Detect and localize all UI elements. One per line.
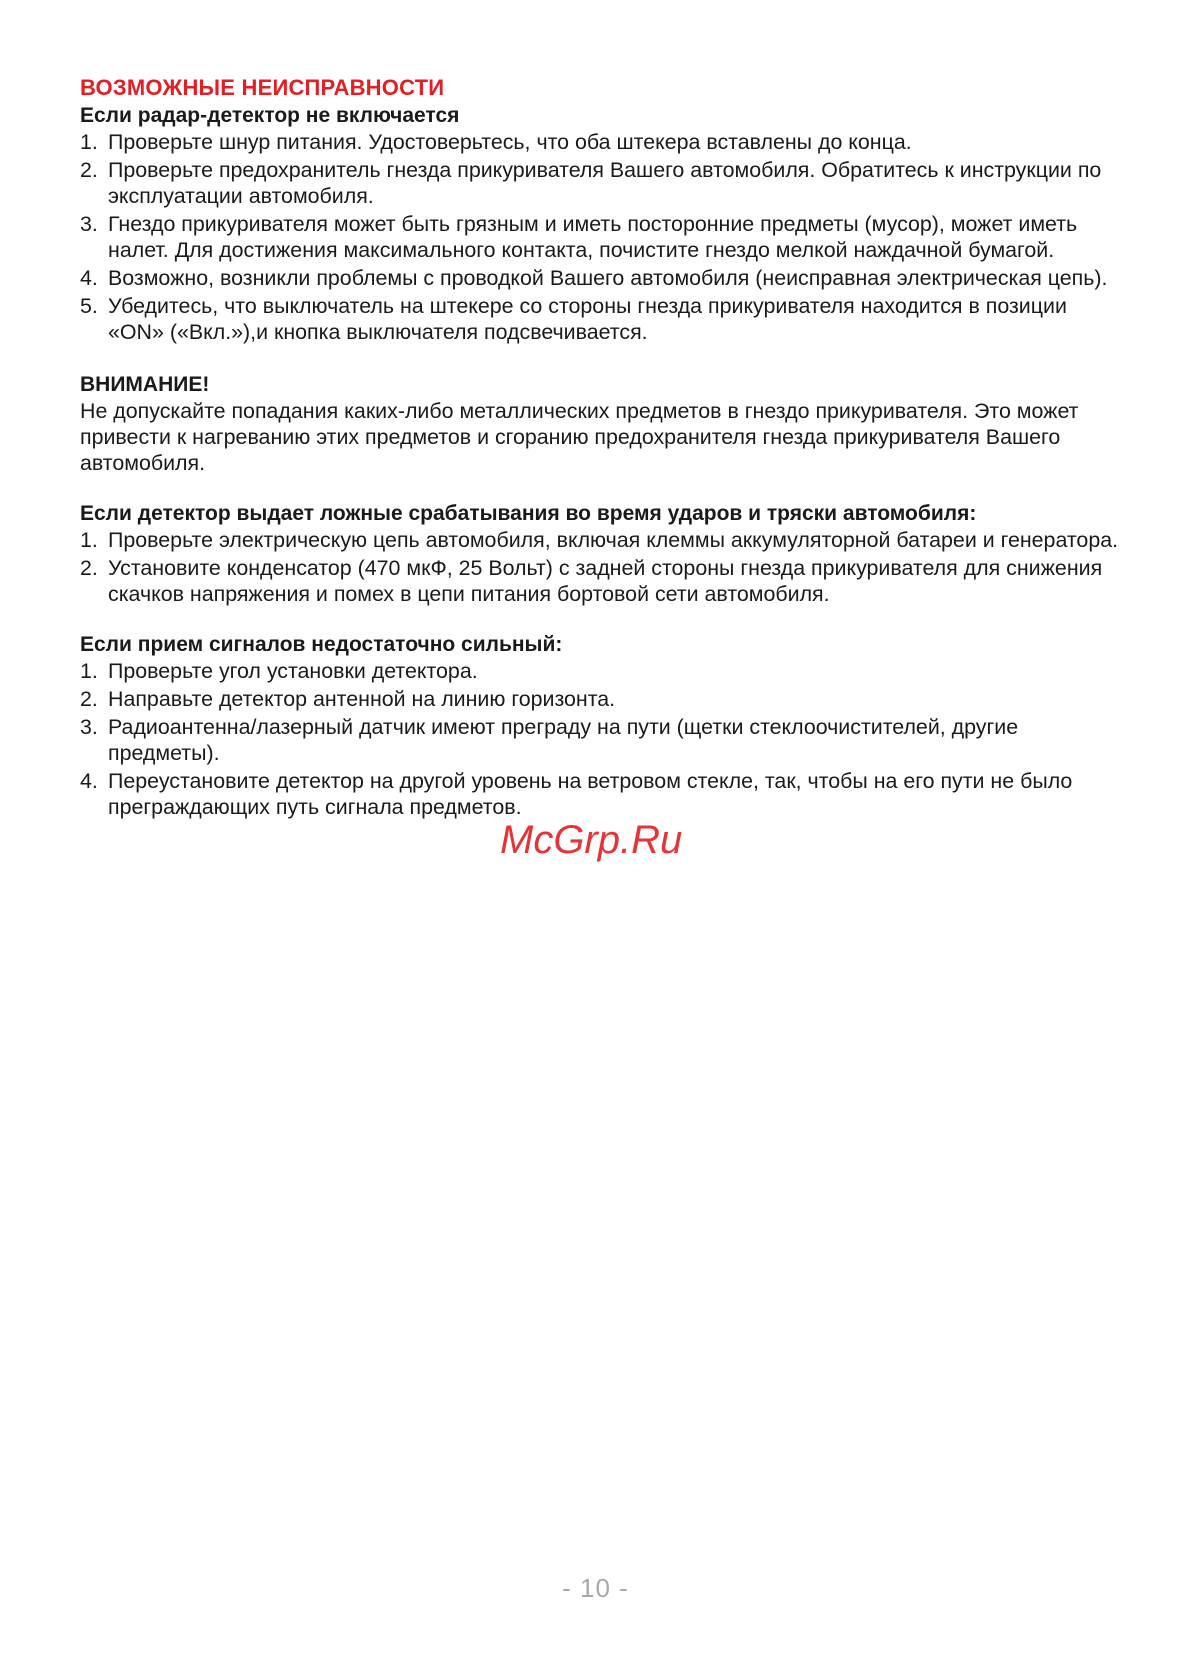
- list-number: 4.: [80, 266, 98, 290]
- page-number: - 10 -: [562, 1573, 629, 1603]
- section-heading-power: Если радар-детектор не включается: [80, 104, 460, 127]
- list-text: Переустановите детектор на другой уровень на ветровом стекле, так, чтобы на его пути не было преграждающих путь сигнала предметов.: [108, 769, 1073, 819]
- list-item: [80, 293, 1125, 345]
- list-item: [80, 714, 1125, 766]
- list-item: [80, 157, 1125, 209]
- list-text: Направьте детектор антенной на линию горизонта.: [108, 687, 616, 711]
- page-title: ВОЗМОЖНЫЕ НЕИСПРАВНОСТИ: [80, 75, 445, 100]
- spacer: [80, 347, 1125, 371]
- list-item: [80, 129, 1125, 155]
- section-heading-weak-signal: Если прием сигналов недостаточно сильный:: [80, 633, 563, 656]
- list-text: Проверьте угол установки детектора.: [108, 659, 478, 683]
- weak-signal-list: [80, 658, 1125, 820]
- spacer: [80, 476, 1125, 500]
- list-number: 2.: [80, 687, 98, 711]
- list-text: Установите конденсатор (470 мкФ, 25 Вольт) с задней стороны гнезда прикуривателя для снижения скачков напряжения и помех в цепи питания бортовой сети автомобиля.: [108, 556, 1103, 606]
- list-number: 1.: [80, 528, 98, 552]
- list-number: 1.: [80, 659, 98, 683]
- list-number: 1.: [80, 130, 98, 154]
- list-item: [80, 686, 1125, 712]
- list-item: [80, 658, 1125, 684]
- spacer: [80, 609, 1125, 631]
- list-item: [80, 768, 1125, 820]
- warning-text: Не допускайте попадания каких-либо металлических предметов в гнездо прикуривателя. Это может привести к нагреванию этих предметов и сгоранию предохранителя гнезда прикуривателя Вашего автомобиля.: [80, 399, 1079, 475]
- watermark-logo: McGrp.Ru: [500, 818, 683, 862]
- list-number: 3.: [80, 715, 98, 739]
- list-item: [80, 527, 1125, 553]
- list-text: Возможно, возникли проблемы с проводкой Вашего автомобиля (неисправная электрическая цепь).: [108, 266, 1108, 290]
- list-text: Убедитесь, что выключатель на штекере со стороны гнезда прикуривателя находится в позиции «ON» («Вкл.»),и кнопка выключателя подсвечивается.: [108, 294, 1067, 344]
- list-text: Проверьте электрическую цепь автомобиля, включая клеммы аккумуляторной батареи и генератора.: [108, 528, 1119, 552]
- list-number: 3.: [80, 212, 98, 236]
- list-item: [80, 211, 1125, 263]
- power-troubleshooting-list: [80, 129, 1125, 345]
- list-text: Гнездо прикуривателя может быть грязным и иметь посторонние предметы (мусор), может иметь налет. Для достижения максимального контакта, почистите гнездо мелкой наждачной бумагой.: [108, 212, 1078, 262]
- false-alarms-list: [80, 527, 1125, 607]
- document-page: [80, 74, 1125, 822]
- list-text: Радиоантенна/лазерный датчик имеют преграду на пути (щетки стеклоочистителей, другие предметы).: [108, 715, 1019, 765]
- section-heading-false-alarms: Если детектор выдает ложные срабатывания во время ударов и тряски автомобиля:: [80, 502, 977, 525]
- list-number: 5.: [80, 294, 98, 318]
- list-text: Проверьте шнур питания. Удостоверьтесь, что оба штекера вставлены до конца.: [108, 130, 912, 154]
- list-number: 2.: [80, 158, 98, 182]
- list-item: [80, 265, 1125, 291]
- list-item: [80, 555, 1125, 607]
- list-text: Проверьте предохранитель гнезда прикуривателя Вашего автомобиля. Обратитесь к инструкции по эксплуатации автомобиля.: [108, 158, 1102, 208]
- list-number: 4.: [80, 769, 98, 793]
- warning-heading: ВНИМАНИЕ!: [80, 373, 210, 396]
- list-number: 2.: [80, 556, 98, 580]
